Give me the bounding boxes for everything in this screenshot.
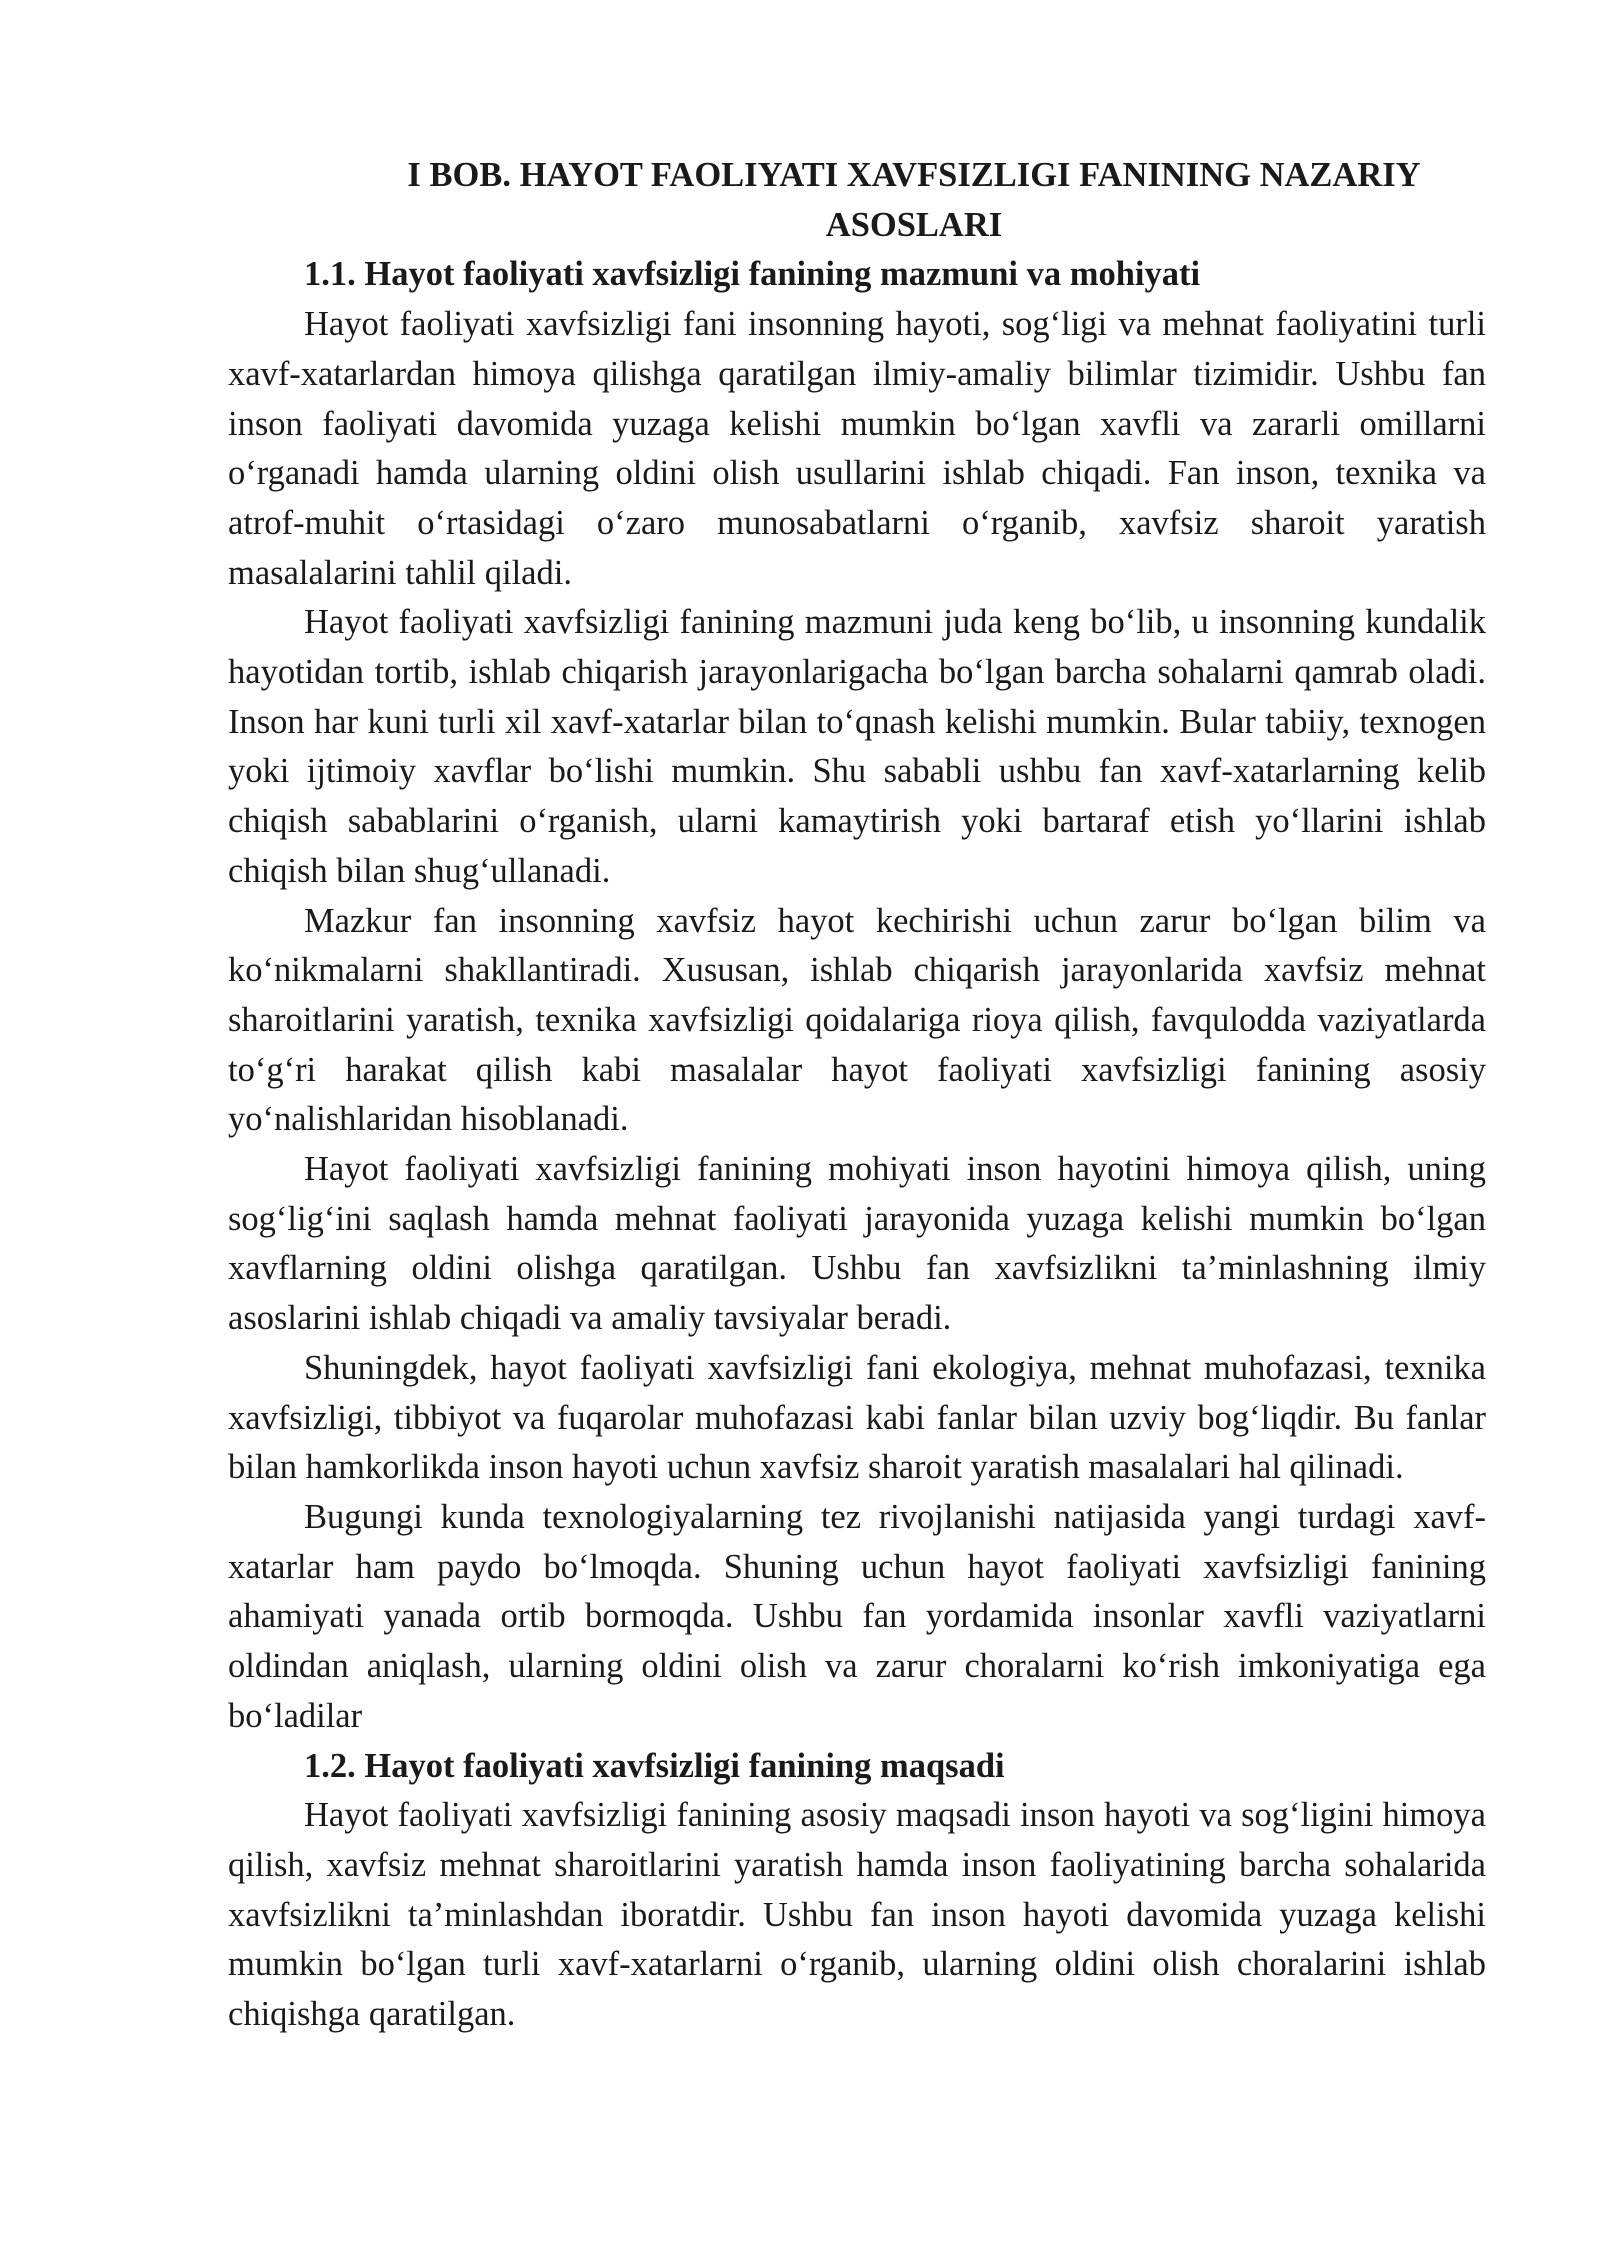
section-heading-1-1: 1.1. Hayot faoliyati xavfsizligi fanining mazmuni va mohiyati	[304, 255, 1201, 294]
paragraph: Hayot faoliyati xavfsizligi fani insonning hayoti, sog‘ligi va mehnat faoliyatini turli xavf-xatarlardan himoya qilishga qaratilgan ilmiy-amaliy bilimlar tizimidir. Ushbu fan inson faoliyati davomida yuzaga kelishi mumkin bo‘lgan xavfli va zararli omillarni o‘rganadi hamda ularning oldini olish usullarini ishlab chiqadi. Fan inson, texnika va atrof-muhit o‘rtasidagi o‘zaro munosabatlarni o‘rganib, xavfsiz sharoit yaratish masalalarini tahlil qiladi.	[228, 305, 1486, 592]
page-content	[228, 151, 1486, 2040]
paragraph: Mazkur fan insonning xavfsiz hayot kechirishi uchun zarur bo‘lgan bilim va ko‘nikmalarni shakllantiradi. Xususan, ishlab chiqarish jarayonlarida xavfsiz mehnat sharoitlarini yaratish, texnika xavfsizligi qoidalariga rioya qilish, favqulodda vaziyatlarda to‘g‘ri harakat qilish kabi masalalar hayot faoliyati xavfsizligi fanining asosiy yo‘nalishlaridan hisoblanadi.	[228, 901, 1486, 1139]
section-heading-1-2: 1.2. Hayot faoliyati xavfsizligi fanining maqsadi	[304, 1746, 1005, 1785]
paragraph: Hayot faoliyati xavfsizligi fanining mohiyati inson hayotini himoya qilish, uning sog‘lig‘ini saqlash hamda mehnat faoliyati jarayonida yuzaga kelishi mumkin bo‘lgan xavflarning oldini olishga qaratilgan. Ushbu fan xavfsizlikni ta’minlashning ilmiy asoslarini ishlab chiqadi va amaliy tavsiyalar beradi.	[228, 1150, 1486, 1338]
paragraph: Shuningdek, hayot faoliyati xavfsizligi fani ekologiya, mehnat muhofazasi, texnika xavfsizligi, tibbiyot va fuqarolar muhofazasi kabi fanlar bilan uzviy bog‘liqdir. Bu fanlar bilan hamkorlikda inson hayoti uchun xavfsiz sharoit yaratish masalalari hal qilinadi.	[228, 1348, 1486, 1487]
paragraph: Hayot faoliyati xavfsizligi fanining asosiy maqsadi inson hayoti va sog‘ligini himoya qilish, xavfsiz mehnat sharoitlarini yaratish hamda inson faoliyatining barcha sohalarida xavfsizlikni ta’minlashdan iboratdir. Ushbu fan inson hayoti davomida yuzaga kelishi mumkin bo‘lgan turli xavf-xatarlarni o‘rganib, ularning oldini olish choralarini ishlab chiqishga qaratilgan.	[228, 1796, 1486, 2034]
chapter-title: I BOB. HAYOT FAOLIYATI XAVFSIZLIGI FANINING NAZARIY ASOSLARI	[407, 156, 1421, 244]
paragraph: Bugungi kunda texnologiyalarning tez rivojlanishi natijasida yangi turdagi xavf-xatarlar ham paydo bo‘lmoqda. Shuning uchun hayot faoliyati xavfsizligi fanining ahamiyati yanada ortib bormoqda. Ushbu fan yordamida insonlar xavfli vaziyatlarni oldindan aniqlash, ularning oldini olish va zarur choralarni ko‘rish imkoniyatiga ega bo‘ladilar	[228, 1497, 1486, 1735]
paragraph: Hayot faoliyati xavfsizligi fanining mazmuni juda keng bo‘lib, u insonning kundalik hayotidan tortib, ishlab chiqarish jarayonlarigacha bo‘lgan barcha sohalarni qamrab oladi. Inson har kuni turli xil xavf-xatarlar bilan to‘qnash kelishi mumkin. Bular tabiiy, texnogen yoki ijtimoiy xavflar bo‘lishi mumkin. Shu sababli ushbu fan xavf-xatarlarning kelib chiqish sabablarini o‘rganish, ularni kamaytirish yoki bartaraf etish yo‘llarini ishlab chiqish bilan shug‘ullanadi.	[228, 603, 1486, 890]
